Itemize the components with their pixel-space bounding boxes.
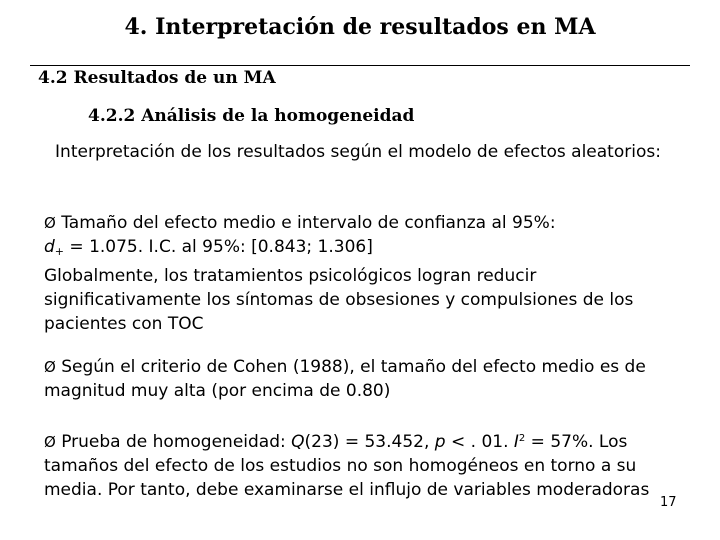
bullet-arrow-icon: Ø	[44, 358, 56, 376]
page-number: 17	[660, 495, 677, 510]
section-heading: 4.2 Resultados de un MA	[38, 68, 276, 88]
q-symbol: Q	[291, 432, 305, 452]
p-value: < . 01.	[445, 432, 514, 452]
intro-text: Interpretación de los resultados según el modelo de efectos aleatorios:	[55, 142, 661, 162]
q-value: (23) = 53.452,	[304, 432, 435, 452]
title-divider	[30, 65, 690, 66]
bullet-cohen	[44, 355, 664, 403]
d-subscript: +	[54, 245, 65, 258]
d-symbol: d	[44, 237, 55, 257]
slide-title: 4. Interpretación de resultados en MA	[124, 14, 596, 40]
bullet-effect-size	[44, 211, 664, 336]
i-superscript: 2	[518, 433, 526, 444]
p-symbol: p	[434, 432, 446, 452]
bullet-conclusion: Globalmente, los tratamientos psicológicos logran reducir significativamente los síntomas de obsesiones y compulsiones de los pacientes con TOC	[44, 266, 634, 334]
bullet-cohen-text: Según el criterio de Cohen (1988), el tamaño del efecto medio es de magnitud muy alta (por encima de 0.80)	[44, 357, 646, 401]
subsection-heading: 4.2.2 Análisis de la homogeneidad	[88, 106, 415, 126]
i-symbol: I	[513, 432, 519, 452]
d-value: = 1.075. I.C. al 95%: [0.843; 1.306]	[64, 237, 373, 257]
homogeneity-pre: Prueba de homogeneidad:	[61, 432, 292, 452]
bullet-arrow-icon: Ø	[44, 433, 56, 451]
homogeneity-conclusion: = 57%. Los tamaños del efecto de los estudios no son homogéneos en torno a su media. Por tanto, debe examinarse el influjo de variables moderadoras	[44, 432, 650, 500]
bullet-homogeneity	[44, 427, 664, 502]
bullet-line1: Tamaño del efecto medio e intervalo de confianza al 95%:	[61, 213, 556, 233]
bullet-arrow-icon: Ø	[44, 214, 56, 232]
